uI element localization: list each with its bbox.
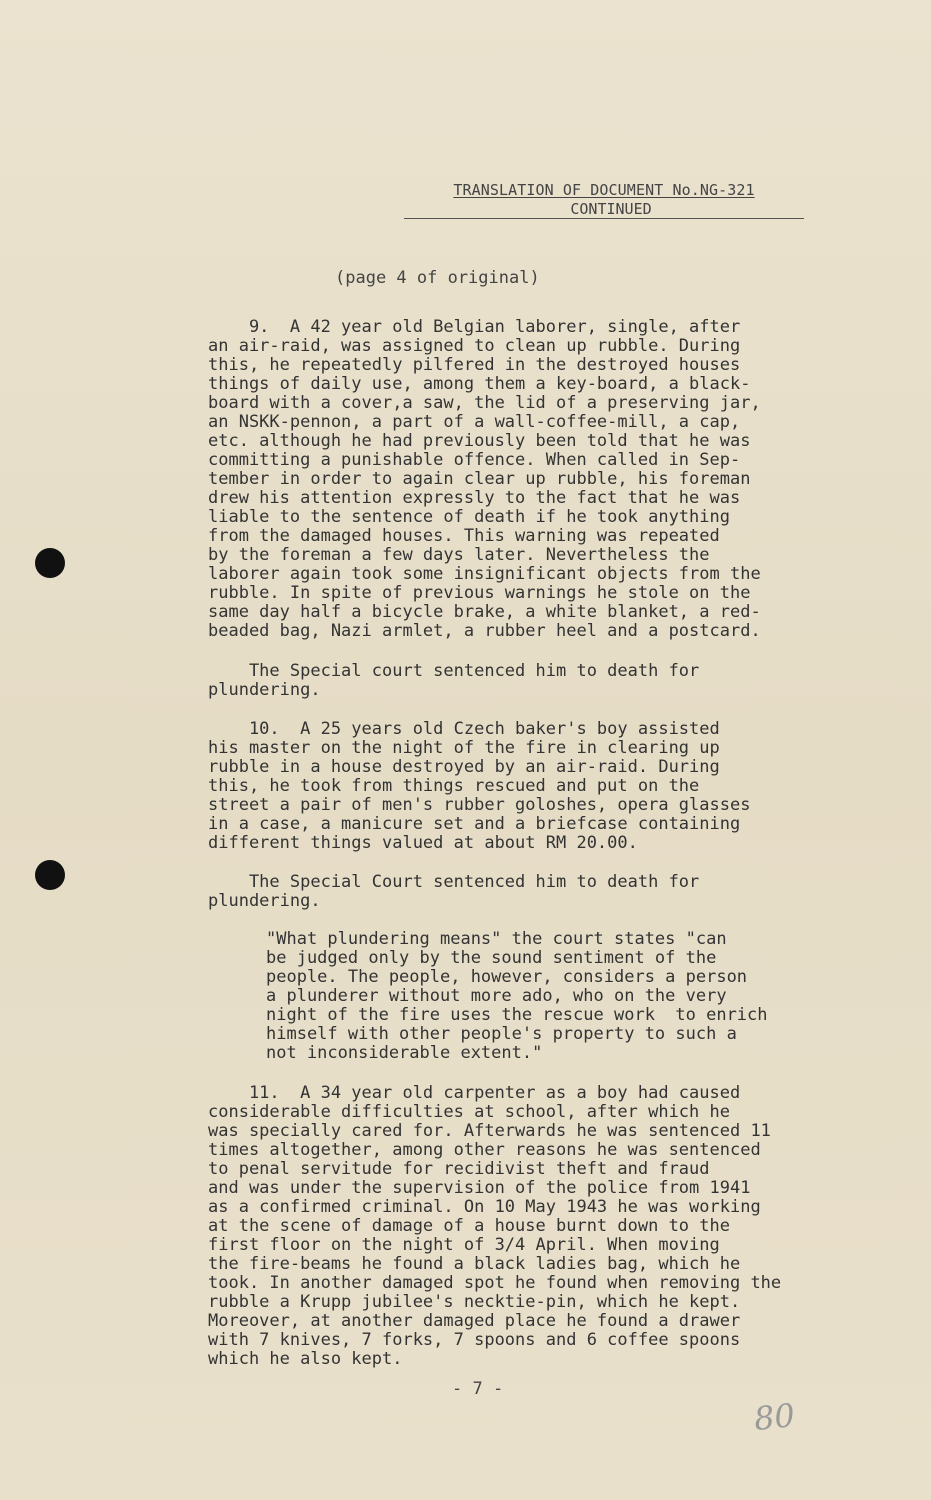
punch-hole-top	[35, 548, 65, 578]
header-title: TRANSLATION OF DOCUMENT No.NG-321	[453, 181, 755, 199]
punch-hole-bottom	[35, 860, 65, 890]
paragraph-11: 11. A 34 year old carpenter as a boy had caused considerable difficulties at school, after which he was specially cared for. Afterwards he was sentenced 11 times altogether, among other reasons he was sentenced to penal servitude for recidivist theft and fraud and was under the supervision of the police from 1941 as a confirmed criminal. On 10 May 1943 he was working at the scene of damage of a house burnt down to the first floor on the night of 3/4 April. When moving the fire-beams he found a black ladies bag, which he took. In another damaged spot he found when removing the rubble a Krupp jubilee's necktie-pin, which he kept. Moreover, at another damaged place he found a drawer with 7 knives, 7 forks, 7 spoons and 6 coffee spoons which he also kept.	[208, 1083, 782, 1369]
paragraph-10-sentence: The Special Court sentenced him to death for plundering.	[208, 872, 700, 911]
paragraph-9: 9. A 42 year old Belgian laborer, single, after an air-raid, was assigned to clean up rubble. During this, he repeatedly pilfered in the destroyed houses things of daily use, among them a key-board, a black- board with a cover,a saw, the lid of a preserving jar, an NSKK-pennon, a part of a wall-coffee-mill, a cap, etc. although he had previously been told that he was committing a punishable offence. When called in Sep- tember in order to again clear up rubble, his foreman drew his attention expressly to the fact that he was liable to the sentence of death if he took anything from the damaged houses. This warning was repeated by the foreman a few days later. Nevertheless the laborer again took some insignificant objects from the rubble. In spite of previous warnings he stole on the same day half a bicycle brake, a white blanket, a red- beaded bag, Nazi armlet, a rubber heel and a postcard.	[208, 317, 761, 641]
header-subtitle: CONTINUED	[570, 200, 652, 218]
page-number: - 7 -	[452, 1379, 504, 1399]
court-quote: "What plundering means" the court states "can be judged only by the sound sentiment of the people. The people, however, considers a person a plunderer without more ado, who on the very night of the fire uses the rescue work to enrich himself with other people's property to such a not inconsiderable extent."	[266, 929, 768, 1063]
paragraph-10: 10. A 25 years old Czech baker's boy assisted his master on the night of the fire in clearing up rubble in a house destroyed by an air-raid. During this, he took from things rescued and put on the street a pair of men's rubber goloshes, opera glasses in a case, a manicure set and a briefcase containing different things valued at about RM 20.00.	[208, 719, 751, 853]
header-rule	[404, 218, 804, 219]
original-page-reference: (page 4 of original)	[335, 268, 540, 288]
paragraph-9-sentence: The Special court sentenced him to death for plundering.	[208, 661, 700, 700]
handwritten-page-number: 80	[752, 1395, 797, 1439]
document-header	[404, 181, 804, 219]
